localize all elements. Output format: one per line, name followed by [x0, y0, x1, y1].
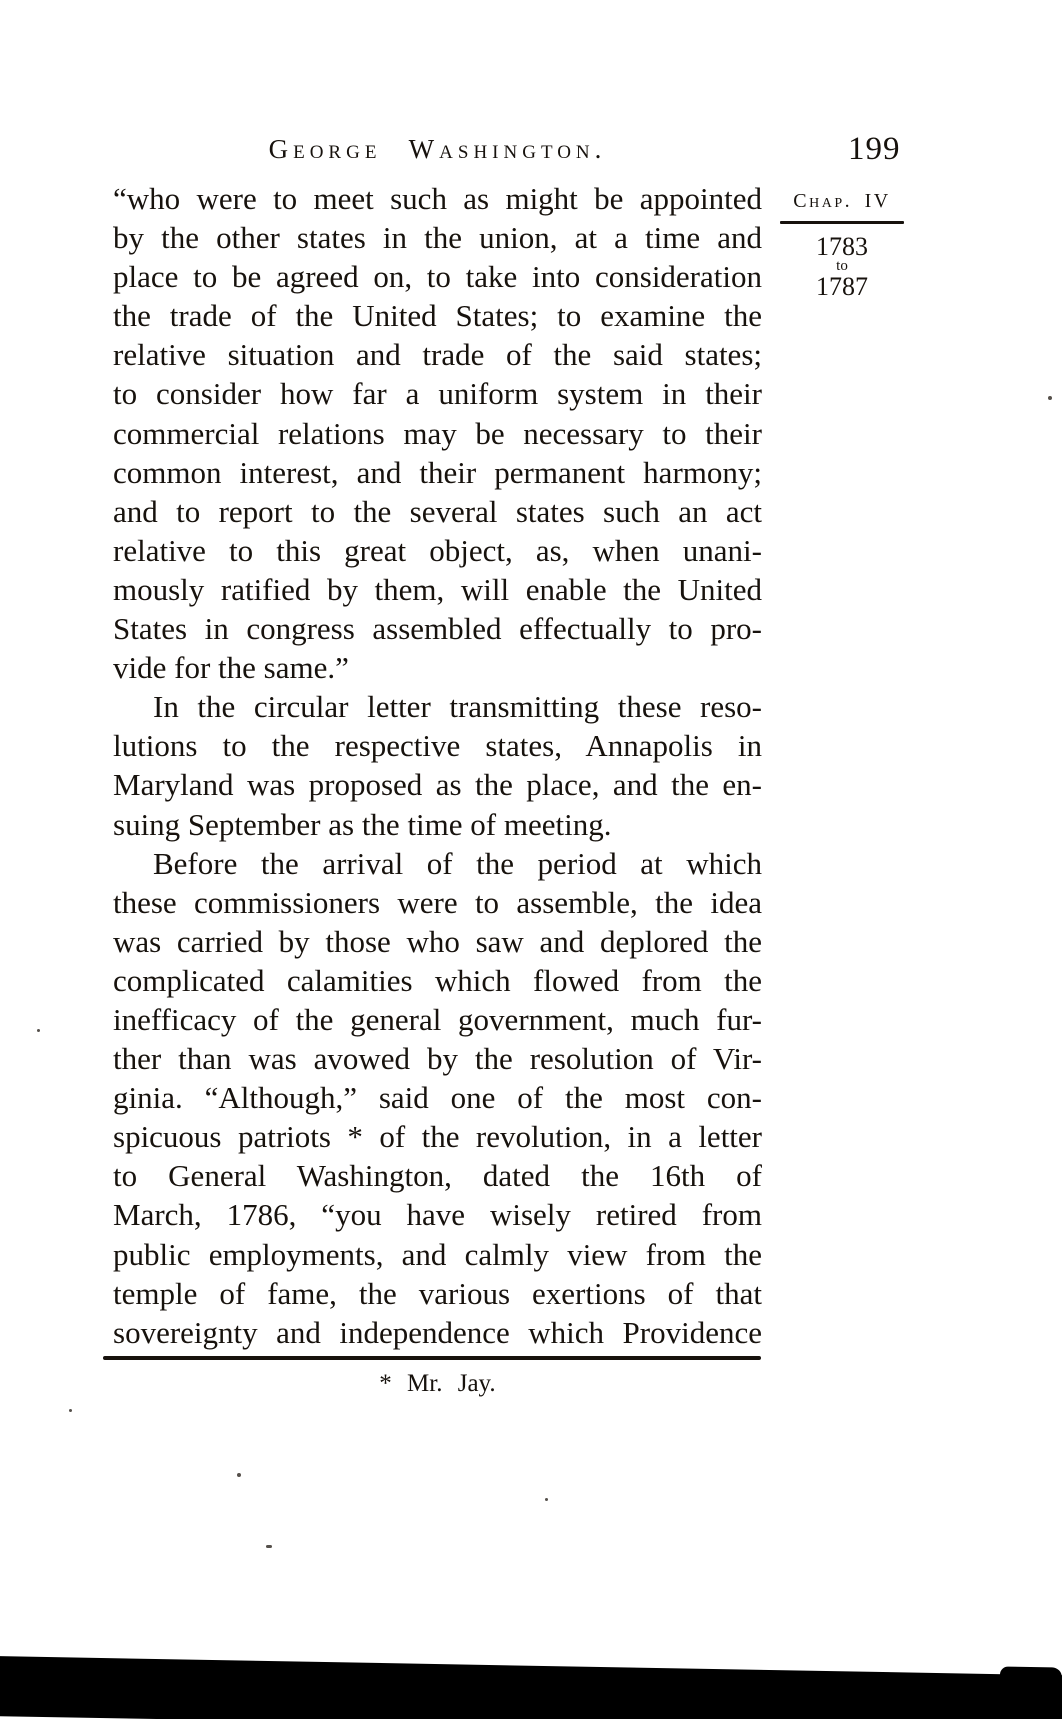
body-text-line: place to be agreed on, to take into consideration — [113, 259, 762, 295]
body-text-line: In the circular letter transmitting these reso- — [153, 689, 762, 725]
body-text-line: “who were to meet such as might be appointed — [113, 181, 762, 216]
body-text-line: to General Washington, dated the 16th of — [113, 1158, 762, 1194]
body-text-line: suing September as the time of meeting. — [113, 806, 612, 842]
body-text-line: was carried by those who saw and deplored the — [113, 923, 762, 959]
year-end: 1787 — [816, 272, 868, 301]
body-text-line: inefficacy of the general government, much fur- — [113, 1001, 762, 1037]
body-text-line: lutions to the respective states, Annapolis in — [113, 728, 762, 764]
scan-speck — [266, 1545, 272, 1548]
scan-speck — [1048, 396, 1052, 400]
body-text-line: Maryland was proposed as the place, and the en- — [113, 767, 762, 803]
body-text-line: ginia. “Although,” said one of the most con- — [113, 1080, 762, 1116]
body-text-line: and to report to the several states such an act — [113, 493, 762, 529]
body-text-line: public employments, and calmly view from the — [113, 1236, 762, 1272]
scan-speck — [37, 1029, 40, 1032]
body-text-line: common interest, and their permanent harmony; — [113, 454, 762, 490]
running-header-title: George Washington. — [268, 134, 607, 164]
body-text-line: by the other states in the union, at a time and — [113, 220, 762, 256]
running-header — [113, 134, 762, 164]
year-connector: to — [836, 258, 848, 274]
body-text-line: March, 1786, “you have wisely retired from — [113, 1197, 762, 1233]
body-text-line: relative to this great object, as, when unani- — [113, 532, 762, 568]
year-start: 1783 — [816, 232, 868, 261]
chapter-label: Chap. IV — [793, 190, 891, 212]
body-text-line: ther than was avowed by the resolution of Vir- — [113, 1041, 762, 1077]
scan-speck — [545, 1498, 548, 1501]
body-text — [113, 179, 762, 1352]
body-text-line: complicated calamities which flowed from the — [113, 962, 762, 998]
sidenote-rule — [780, 221, 904, 224]
body-text-line: the trade of the United States; to examine the — [113, 298, 762, 334]
body-text-line: temple of fame, the various exertions of that — [113, 1275, 762, 1311]
body-text-line: spicuous patriots * of the revolution, in a letter — [113, 1119, 762, 1155]
scan-speck — [69, 1409, 72, 1412]
footnote-rule — [103, 1356, 761, 1360]
scan-speck — [237, 1473, 241, 1477]
body-text-line: relative situation and trade of the said states; — [113, 337, 762, 373]
scan-black-bar — [0, 1656, 1062, 1719]
margin-sidenote — [780, 190, 904, 300]
body-text-line: sovereignty and independence which Providence — [113, 1314, 762, 1350]
body-text-line: to consider how far a uniform system in their — [113, 376, 762, 412]
page-number: 199 — [848, 131, 901, 167]
scan-black-bar-curl — [1000, 1666, 1062, 1681]
body-text-line: Before the arrival of the period at which — [153, 845, 762, 881]
body-text-line: these commissioners were to assemble, the idea — [113, 884, 762, 920]
body-text-line: States in congress assembled effectually to pro- — [113, 611, 762, 647]
body-text-line: mously ratified by them, will enable the United — [113, 571, 762, 607]
body-text-line: vide for the same.” — [113, 650, 349, 686]
footnote-text: * Mr. Jay. — [379, 1370, 496, 1397]
body-text-line: commercial relations may be necessary to their — [113, 415, 762, 451]
